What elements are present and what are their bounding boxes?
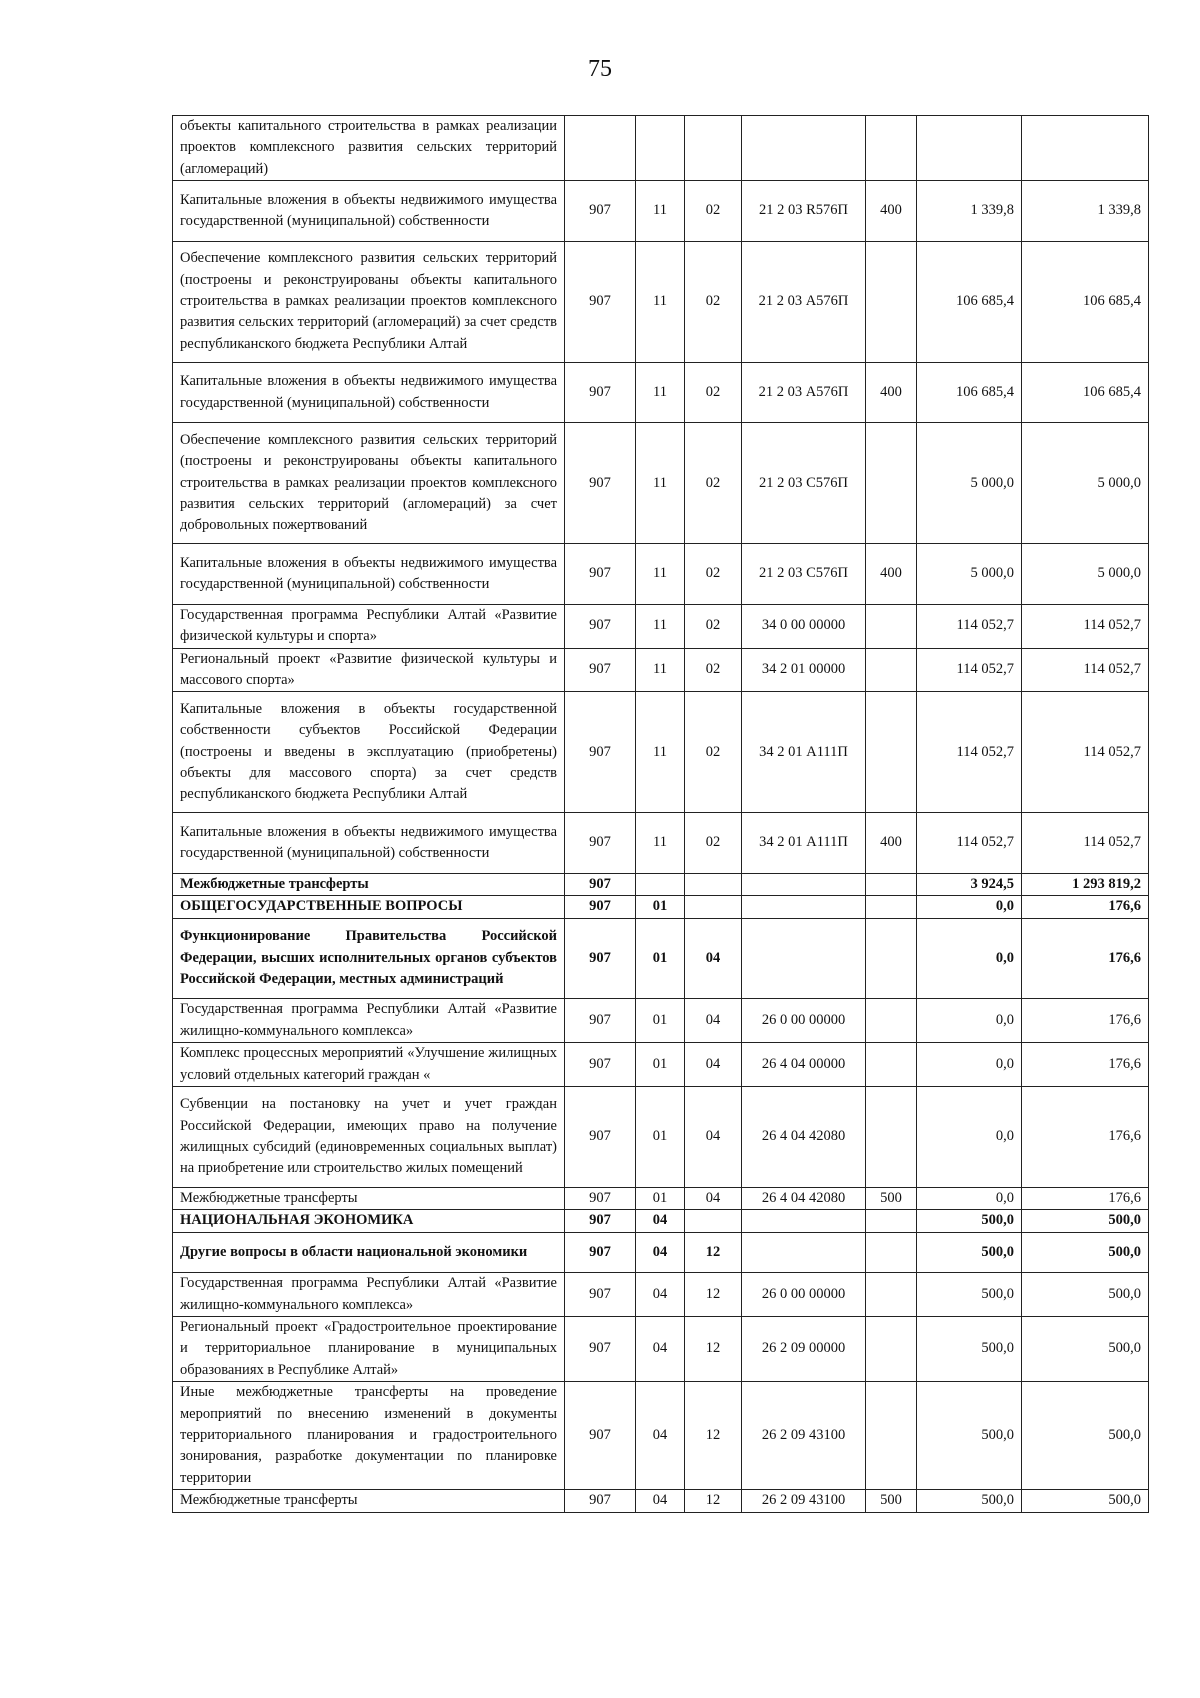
- cell-target-article: 34 0 00 00000: [742, 604, 866, 648]
- cell-expense-type: 400: [866, 544, 917, 605]
- cell-amount-1: 106 685,4: [917, 241, 1022, 362]
- cell-amount-1: 0,0: [917, 896, 1022, 918]
- cell-admin-code: 907: [565, 813, 636, 874]
- cell-amount-1: 5 000,0: [917, 423, 1022, 544]
- cell-target-article: [742, 116, 866, 181]
- cell-amount-2: 500,0: [1022, 1210, 1149, 1232]
- cell-admin-code: 907: [565, 999, 636, 1043]
- cell-target-article: 21 2 03 R576П: [742, 181, 866, 242]
- cell-amount-2: 114 052,7: [1022, 648, 1149, 692]
- table-row: [173, 873, 1149, 895]
- cell-expense-type: [866, 241, 917, 362]
- cell-admin-code: 907: [565, 1187, 636, 1209]
- row-description: Капитальные вложения в объекты недвижимого имущества государственной (муниципальной) собственности: [173, 544, 565, 605]
- cell-amount-2: 5 000,0: [1022, 423, 1149, 544]
- row-description: Функционирование Правительства Российской Федерации, высших исполнительных органов субъектов Российской Федерации, местных администраций: [173, 918, 565, 999]
- cell-target-article: 21 2 03 С576П: [742, 423, 866, 544]
- cell-target-article: [742, 1210, 866, 1232]
- table-row: [173, 544, 1149, 605]
- cell-subsection: [685, 873, 742, 895]
- cell-admin-code: 907: [565, 423, 636, 544]
- table-row: [173, 1232, 1149, 1273]
- row-description: Другие вопросы в области национальной экономики: [173, 1232, 565, 1273]
- cell-expense-type: [866, 1316, 917, 1381]
- cell-admin-code: 907: [565, 1232, 636, 1273]
- cell-amount-2: 106 685,4: [1022, 362, 1149, 423]
- cell-section: 11: [636, 648, 685, 692]
- cell-target-article: 26 2 09 43100: [742, 1490, 866, 1512]
- cell-subsection: 12: [685, 1382, 742, 1490]
- cell-section: 04: [636, 1382, 685, 1490]
- cell-section: 01: [636, 999, 685, 1043]
- cell-expense-type: [866, 423, 917, 544]
- cell-subsection: 02: [685, 181, 742, 242]
- cell-expense-type: 500: [866, 1490, 917, 1512]
- cell-admin-code: 907: [565, 1490, 636, 1512]
- table-row: [173, 116, 1149, 181]
- cell-subsection: [685, 1210, 742, 1232]
- cell-expense-type: [866, 873, 917, 895]
- cell-admin-code: [565, 116, 636, 181]
- cell-amount-1: 114 052,7: [917, 692, 1022, 813]
- cell-subsection: 02: [685, 604, 742, 648]
- cell-amount-2: 176,6: [1022, 918, 1149, 999]
- cell-amount-1: 500,0: [917, 1273, 1022, 1317]
- cell-amount-2: 1 293 819,2: [1022, 873, 1149, 895]
- cell-subsection: 02: [685, 544, 742, 605]
- cell-expense-type: [866, 1043, 917, 1087]
- cell-amount-2: 500,0: [1022, 1382, 1149, 1490]
- cell-amount-2: 500,0: [1022, 1232, 1149, 1273]
- table-row: [173, 896, 1149, 918]
- cell-section: 04: [636, 1232, 685, 1273]
- row-description: Региональный проект «Градостроительное проектирование и территориальное планирование в муниципальных образованиях в Республике Алтай»: [173, 1316, 565, 1381]
- cell-admin-code: 907: [565, 544, 636, 605]
- cell-amount-1: 1 339,8: [917, 181, 1022, 242]
- cell-amount-2: 500,0: [1022, 1273, 1149, 1317]
- row-description: Капитальные вложения в объекты недвижимого имущества государственной (муниципальной) собственности: [173, 813, 565, 874]
- cell-subsection: 12: [685, 1490, 742, 1512]
- cell-expense-type: [866, 999, 917, 1043]
- cell-amount-1: 5 000,0: [917, 544, 1022, 605]
- cell-section: 04: [636, 1273, 685, 1317]
- table-row: [173, 648, 1149, 692]
- table-row: [173, 918, 1149, 999]
- cell-amount-1: 0,0: [917, 1043, 1022, 1087]
- cell-amount-2: 176,6: [1022, 1043, 1149, 1087]
- row-description: Межбюджетные трансферты: [173, 1490, 565, 1512]
- table-row: [173, 1210, 1149, 1232]
- table-row: [173, 181, 1149, 242]
- cell-target-article: [742, 873, 866, 895]
- cell-amount-1: 114 052,7: [917, 813, 1022, 874]
- table-row: [173, 1187, 1149, 1209]
- table-row: [173, 604, 1149, 648]
- cell-admin-code: 907: [565, 692, 636, 813]
- cell-target-article: 34 2 01 00000: [742, 648, 866, 692]
- cell-expense-type: [866, 1087, 917, 1188]
- cell-amount-2: 114 052,7: [1022, 813, 1149, 874]
- cell-amount-1: 500,0: [917, 1490, 1022, 1512]
- cell-target-article: 26 4 04 42080: [742, 1087, 866, 1188]
- row-description: НАЦИОНАЛЬНАЯ ЭКОНОМИКА: [173, 1210, 565, 1232]
- cell-amount-2: 176,6: [1022, 1187, 1149, 1209]
- cell-amount-2: 176,6: [1022, 999, 1149, 1043]
- row-description: ОБЩЕГОСУДАРСТВЕННЫЕ ВОПРОСЫ: [173, 896, 565, 918]
- cell-section: 04: [636, 1316, 685, 1381]
- cell-section: 04: [636, 1210, 685, 1232]
- table-row: [173, 999, 1149, 1043]
- cell-target-article: 34 2 01 А111П: [742, 692, 866, 813]
- cell-admin-code: 907: [565, 1273, 636, 1317]
- table-row: [173, 1087, 1149, 1188]
- cell-subsection: 02: [685, 648, 742, 692]
- row-description: Комплекс процессных мероприятий «Улучшение жилищных условий отдельных категорий граждан «: [173, 1043, 565, 1087]
- cell-subsection: 02: [685, 241, 742, 362]
- cell-expense-type: [866, 116, 917, 181]
- cell-amount-2: 114 052,7: [1022, 604, 1149, 648]
- cell-section: 01: [636, 1187, 685, 1209]
- cell-subsection: 02: [685, 423, 742, 544]
- cell-expense-type: [866, 692, 917, 813]
- cell-expense-type: [866, 1382, 917, 1490]
- cell-amount-2: 5 000,0: [1022, 544, 1149, 605]
- cell-section: 11: [636, 813, 685, 874]
- cell-admin-code: 907: [565, 362, 636, 423]
- cell-admin-code: 907: [565, 896, 636, 918]
- row-description: Капитальные вложения в объекты недвижимого имущества государственной (муниципальной) собственности: [173, 362, 565, 423]
- cell-section: 11: [636, 181, 685, 242]
- cell-amount-2: 500,0: [1022, 1316, 1149, 1381]
- cell-target-article: 26 2 09 43100: [742, 1382, 866, 1490]
- cell-amount-2: 1 339,8: [1022, 181, 1149, 242]
- cell-target-article: 26 0 00 00000: [742, 999, 866, 1043]
- cell-amount-1: 500,0: [917, 1210, 1022, 1232]
- cell-subsection: 02: [685, 692, 742, 813]
- cell-amount-2: 176,6: [1022, 1087, 1149, 1188]
- cell-expense-type: [866, 1273, 917, 1317]
- cell-target-article: [742, 1232, 866, 1273]
- cell-expense-type: [866, 896, 917, 918]
- cell-subsection: 04: [685, 1043, 742, 1087]
- table-row: [173, 1382, 1149, 1490]
- cell-expense-type: 400: [866, 181, 917, 242]
- cell-subsection: 04: [685, 999, 742, 1043]
- cell-section: 11: [636, 423, 685, 544]
- table-row: [173, 423, 1149, 544]
- row-description: Обеспечение комплексного развития сельских территорий (построены и реконструированы объекты капитального строительства в рамках реализации проектов комплексного развития сельских территорий (агломераций) за счет средств республиканского бюджета Республики Алтай: [173, 241, 565, 362]
- cell-subsection: 12: [685, 1316, 742, 1381]
- cell-amount-1: 0,0: [917, 1087, 1022, 1188]
- cell-expense-type: [866, 648, 917, 692]
- table-row: [173, 813, 1149, 874]
- table-row: [173, 1043, 1149, 1087]
- table-row: [173, 1490, 1149, 1512]
- cell-admin-code: 907: [565, 1087, 636, 1188]
- cell-amount-1: 0,0: [917, 999, 1022, 1043]
- cell-expense-type: 500: [866, 1187, 917, 1209]
- cell-admin-code: 907: [565, 1316, 636, 1381]
- cell-subsection: 02: [685, 813, 742, 874]
- row-description: Обеспечение комплексного развития сельских территорий (построены и реконструированы объекты капитального строительства в рамках реализации проектов комплексного развития сельских территорий (агломераций) за счет добровольных пожертвований: [173, 423, 565, 544]
- table-row: [173, 362, 1149, 423]
- cell-amount-1: 0,0: [917, 1187, 1022, 1209]
- cell-section: 11: [636, 241, 685, 362]
- cell-amount-1: 3 924,5: [917, 873, 1022, 895]
- cell-expense-type: [866, 918, 917, 999]
- table-row: [173, 692, 1149, 813]
- cell-subsection: 04: [685, 918, 742, 999]
- cell-section: 11: [636, 692, 685, 813]
- row-description: Капитальные вложения в объекты государственной собственности субъектов Российской Федерации (построены и введены в эксплуатацию (приобретены) объекты для массового спорта) за счет средств республиканского бюджета Республики Алтай: [173, 692, 565, 813]
- cell-section: 04: [636, 1490, 685, 1512]
- cell-expense-type: 400: [866, 362, 917, 423]
- cell-admin-code: 907: [565, 918, 636, 999]
- table-row: [173, 1273, 1149, 1317]
- row-description: Межбюджетные трансферты: [173, 873, 565, 895]
- cell-amount-1: 500,0: [917, 1382, 1022, 1490]
- cell-target-article: [742, 918, 866, 999]
- cell-admin-code: 907: [565, 1382, 636, 1490]
- cell-amount-1: 500,0: [917, 1232, 1022, 1273]
- cell-amount-1: 500,0: [917, 1316, 1022, 1381]
- row-description: Государственная программа Республики Алтай «Развитие физической культуры и спорта»: [173, 604, 565, 648]
- row-description: Региональный проект «Развитие физической культуры и массового спорта»: [173, 648, 565, 692]
- cell-amount-1: 106 685,4: [917, 362, 1022, 423]
- cell-amount-1: [917, 116, 1022, 181]
- row-description: Субвенции на постановку на учет и учет граждан Российской Федерации, имеющих право на получение жилищных субсидий (единовременных социальных выплат) на приобретение или строительство жилых помещений: [173, 1087, 565, 1188]
- cell-admin-code: 907: [565, 181, 636, 242]
- row-description: Государственная программа Республики Алтай «Развитие жилищно-коммунального комплекса»: [173, 1273, 565, 1317]
- table-row: [173, 1316, 1149, 1381]
- cell-expense-type: [866, 1232, 917, 1273]
- cell-subsection: [685, 896, 742, 918]
- cell-target-article: 34 2 01 А111П: [742, 813, 866, 874]
- cell-section: 11: [636, 544, 685, 605]
- cell-target-article: 21 2 03 А576П: [742, 362, 866, 423]
- cell-amount-2: 500,0: [1022, 1490, 1149, 1512]
- row-description: Межбюджетные трансферты: [173, 1187, 565, 1209]
- cell-target-article: 21 2 03 А576П: [742, 241, 866, 362]
- cell-section: 11: [636, 604, 685, 648]
- cell-amount-2: [1022, 116, 1149, 181]
- cell-admin-code: 907: [565, 241, 636, 362]
- cell-subsection: [685, 116, 742, 181]
- budget-table: [172, 115, 1149, 1513]
- cell-target-article: [742, 896, 866, 918]
- cell-admin-code: 907: [565, 1043, 636, 1087]
- cell-admin-code: 907: [565, 873, 636, 895]
- cell-target-article: 21 2 03 С576П: [742, 544, 866, 605]
- row-description: объекты капитального строительства в рамках реализации проектов комплексного развития сельских территорий (агломераций): [173, 116, 565, 181]
- cell-admin-code: 907: [565, 1210, 636, 1232]
- cell-expense-type: 400: [866, 813, 917, 874]
- cell-amount-1: 0,0: [917, 918, 1022, 999]
- row-description: Государственная программа Республики Алтай «Развитие жилищно-коммунального комплекса»: [173, 999, 565, 1043]
- row-description: Иные межбюджетные трансферты на проведение мероприятий по внесению изменений в документы территориального планирования и градостроительного зонирования, разработке документации по планировке территории: [173, 1382, 565, 1490]
- cell-target-article: 26 2 09 00000: [742, 1316, 866, 1381]
- cell-subsection: 12: [685, 1273, 742, 1317]
- cell-amount-2: 106 685,4: [1022, 241, 1149, 362]
- table-row: [173, 241, 1149, 362]
- cell-target-article: 26 4 04 42080: [742, 1187, 866, 1209]
- cell-section: 01: [636, 896, 685, 918]
- cell-subsection: 02: [685, 362, 742, 423]
- cell-subsection: 04: [685, 1087, 742, 1188]
- cell-admin-code: 907: [565, 648, 636, 692]
- cell-expense-type: [866, 604, 917, 648]
- page-number: 75: [588, 56, 612, 82]
- cell-amount-2: 176,6: [1022, 896, 1149, 918]
- cell-section: 01: [636, 1043, 685, 1087]
- row-description: Капитальные вложения в объекты недвижимого имущества государственной (муниципальной) собственности: [173, 181, 565, 242]
- cell-target-article: 26 0 00 00000: [742, 1273, 866, 1317]
- cell-amount-2: 114 052,7: [1022, 692, 1149, 813]
- cell-subsection: 04: [685, 1187, 742, 1209]
- cell-amount-1: 114 052,7: [917, 648, 1022, 692]
- cell-section: 11: [636, 362, 685, 423]
- cell-target-article: 26 4 04 00000: [742, 1043, 866, 1087]
- cell-section: [636, 873, 685, 895]
- cell-section: 01: [636, 918, 685, 999]
- cell-section: 01: [636, 1087, 685, 1188]
- cell-admin-code: 907: [565, 604, 636, 648]
- cell-section: [636, 116, 685, 181]
- cell-amount-1: 114 052,7: [917, 604, 1022, 648]
- cell-subsection: 12: [685, 1232, 742, 1273]
- cell-expense-type: [866, 1210, 917, 1232]
